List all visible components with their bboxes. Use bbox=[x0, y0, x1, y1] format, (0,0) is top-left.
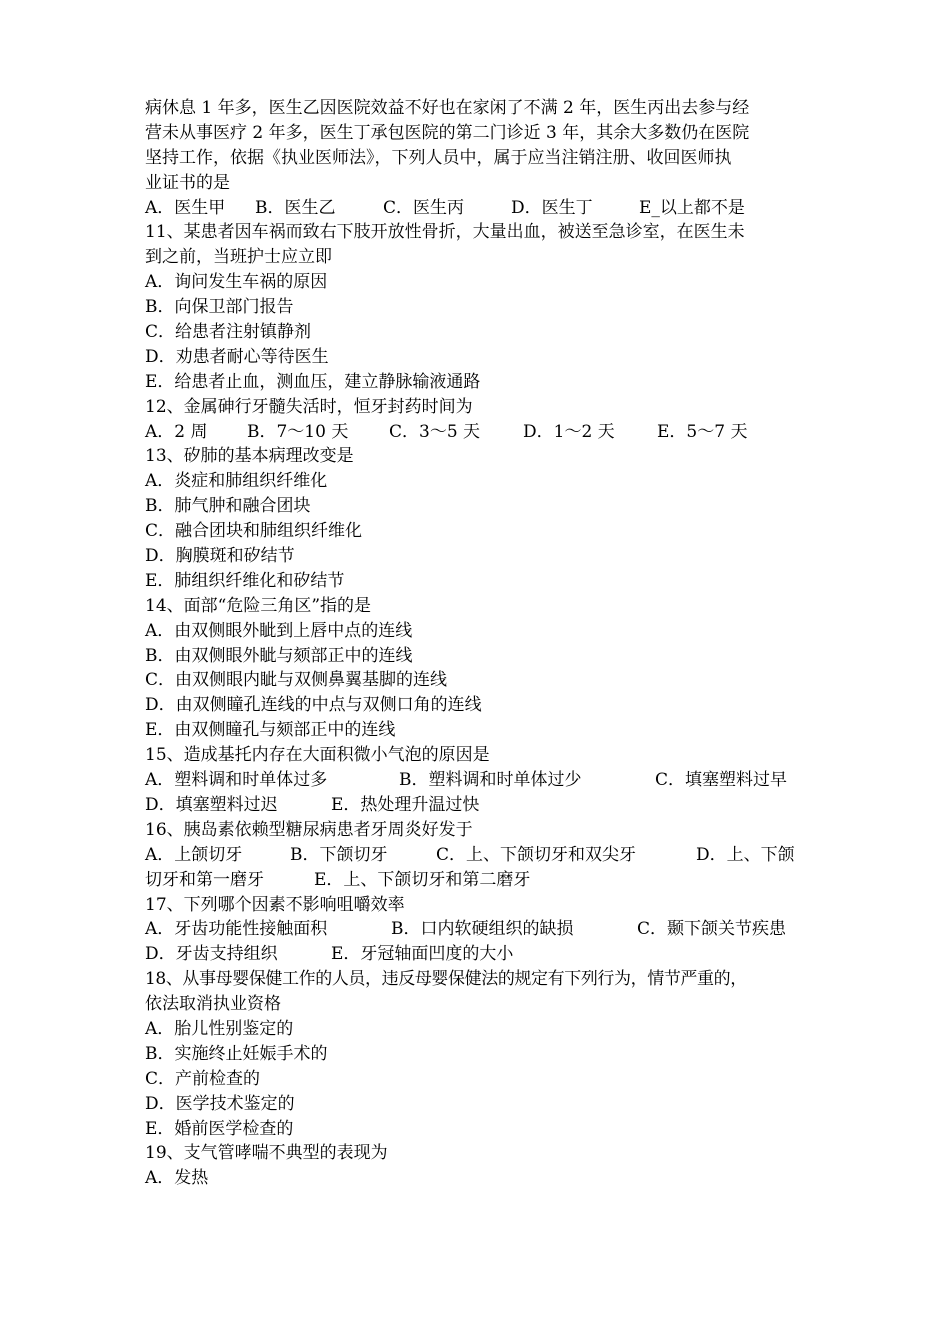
question-stem: 15、造成基托内存在大面积微小气泡的原因是 bbox=[145, 745, 490, 766]
q16-options-row bbox=[145, 843, 810, 868]
question-stem: 到之前，当班护士应立即 bbox=[145, 247, 332, 268]
option: E_以上都不是 bbox=[639, 197, 745, 218]
option: C．产前检查的 bbox=[145, 1068, 261, 1089]
option: D．上、下颌 bbox=[696, 844, 795, 865]
option: E．肺组织纤维化和矽结节 bbox=[145, 570, 345, 591]
q15-options-row bbox=[145, 793, 810, 818]
option: E．牙冠轴面凹度的大小 bbox=[331, 944, 514, 965]
option: B．医生乙 bbox=[255, 197, 336, 218]
option: C．3～5 天 bbox=[389, 421, 481, 442]
option: E．婚前医学检查的 bbox=[145, 1118, 294, 1139]
option: D．胸膜斑和矽结节 bbox=[145, 546, 295, 567]
intro-options-row bbox=[145, 196, 810, 221]
q17-options-row bbox=[145, 917, 810, 942]
option: B．口内软硬组织的缺损 bbox=[391, 919, 574, 940]
q15-options-row bbox=[145, 768, 810, 793]
q17-options-row bbox=[145, 942, 810, 967]
option: B．塑料调和时单体过少 bbox=[399, 770, 582, 791]
option: E．由双侧瞳孔与颏部正中的连线 bbox=[145, 720, 396, 741]
question-stem: 19、支气管哮喘不典型的表现为 bbox=[145, 1143, 388, 1164]
option: C．上、下颌切牙和双尖牙 bbox=[436, 844, 637, 865]
question-stem: 17、下列哪个因素不影响咀嚼效率 bbox=[145, 894, 405, 915]
option: E．给患者止血，测血压，建立静脉输液通路 bbox=[145, 371, 481, 392]
question-stem: 12、金属砷行牙髓失活时，恒牙封药时间为 bbox=[145, 396, 473, 417]
option: 切牙和第一磨牙 bbox=[145, 869, 264, 890]
intro-line: 业证书的是 bbox=[145, 172, 230, 193]
option: C．给患者注射镇静剂 bbox=[145, 322, 312, 343]
option: D．填塞塑料过迟 bbox=[145, 794, 278, 815]
option: A．炎症和肺组织纤维化 bbox=[145, 471, 328, 492]
option: D．劝患者耐心等待医生 bbox=[145, 346, 329, 367]
option: A．牙齿功能性接触面积 bbox=[145, 919, 328, 940]
option: A．2 周 bbox=[145, 421, 208, 442]
option: A．塑料调和时单体过多 bbox=[145, 770, 328, 791]
option: A．询问发生车祸的原因 bbox=[145, 272, 328, 293]
question-stem: 13、矽肺的基本病理改变是 bbox=[145, 446, 354, 467]
option: B．肺气肿和融合团块 bbox=[145, 496, 311, 517]
option: C．填塞塑料过早 bbox=[655, 770, 788, 791]
option: E．5～7 天 bbox=[657, 421, 748, 442]
option: C．融合团块和肺组织纤维化 bbox=[145, 521, 363, 542]
option: D．1～2 天 bbox=[523, 421, 615, 442]
option: A．医生甲 bbox=[145, 197, 226, 218]
q16-options-row bbox=[145, 868, 810, 893]
option: A．胎儿性别鉴定的 bbox=[145, 1018, 294, 1039]
option: D．医生丁 bbox=[511, 197, 593, 218]
question-stem: 16、胰岛素依赖型糖尿病患者牙周炎好发于 bbox=[145, 819, 473, 840]
option: B．7～10 天 bbox=[247, 421, 349, 442]
intro-line: 病休息 1 年多，医生乙因医院效益不好也在家闲了不满 2 年，医生丙出去参与经 bbox=[145, 98, 750, 118]
option: D．由双侧瞳孔连线的中点与双侧口角的连线 bbox=[145, 695, 482, 716]
option: B．由双侧眼外眦与颏部正中的连线 bbox=[145, 645, 413, 666]
option: E．热处理升温过快 bbox=[331, 794, 480, 815]
option: D．医学技术鉴定的 bbox=[145, 1093, 295, 1114]
option: B．向保卫部门报告 bbox=[145, 297, 294, 318]
option: C．颞下颌关节疾患 bbox=[637, 919, 787, 940]
option: B．下颌切牙 bbox=[290, 844, 388, 865]
intro-line: 营未从事医疗 2 年多，医生丁承包医院的第二门诊近 3 年，其余大多数仍在医院 bbox=[145, 122, 750, 143]
option: A．上颌切牙 bbox=[145, 844, 243, 865]
option: D．牙齿支持组织 bbox=[145, 944, 278, 965]
question-stem: 11、某患者因车祸而致右下肢开放性骨折，大量出血，被送至急诊室，在医生未 bbox=[145, 222, 745, 243]
option: E．上、下颌切牙和第二磨牙 bbox=[314, 869, 531, 890]
option: C．由双侧眼内眦与双侧鼻翼基脚的连线 bbox=[145, 670, 448, 691]
question-stem: 依法取消执业资格 bbox=[145, 994, 281, 1015]
option: A．发热 bbox=[145, 1168, 209, 1189]
option: C．医生丙 bbox=[383, 197, 465, 218]
option: B．实施终止妊娠手术的 bbox=[145, 1043, 328, 1064]
intro-line: 坚持工作，依据《执业医师法》，下列人员中，属于应当注销注册、收回医师执 bbox=[145, 147, 732, 168]
question-stem: 14、面部“危险三角区”指的是 bbox=[145, 595, 372, 616]
option: A．由双侧眼外眦到上唇中点的连线 bbox=[145, 620, 413, 641]
document-body bbox=[145, 96, 810, 1191]
question-stem: 18、从事母婴保健工作的人员，违反母婴保健法的规定有下列行为，情节严重的， bbox=[145, 969, 747, 990]
q12-options-row bbox=[145, 420, 810, 445]
